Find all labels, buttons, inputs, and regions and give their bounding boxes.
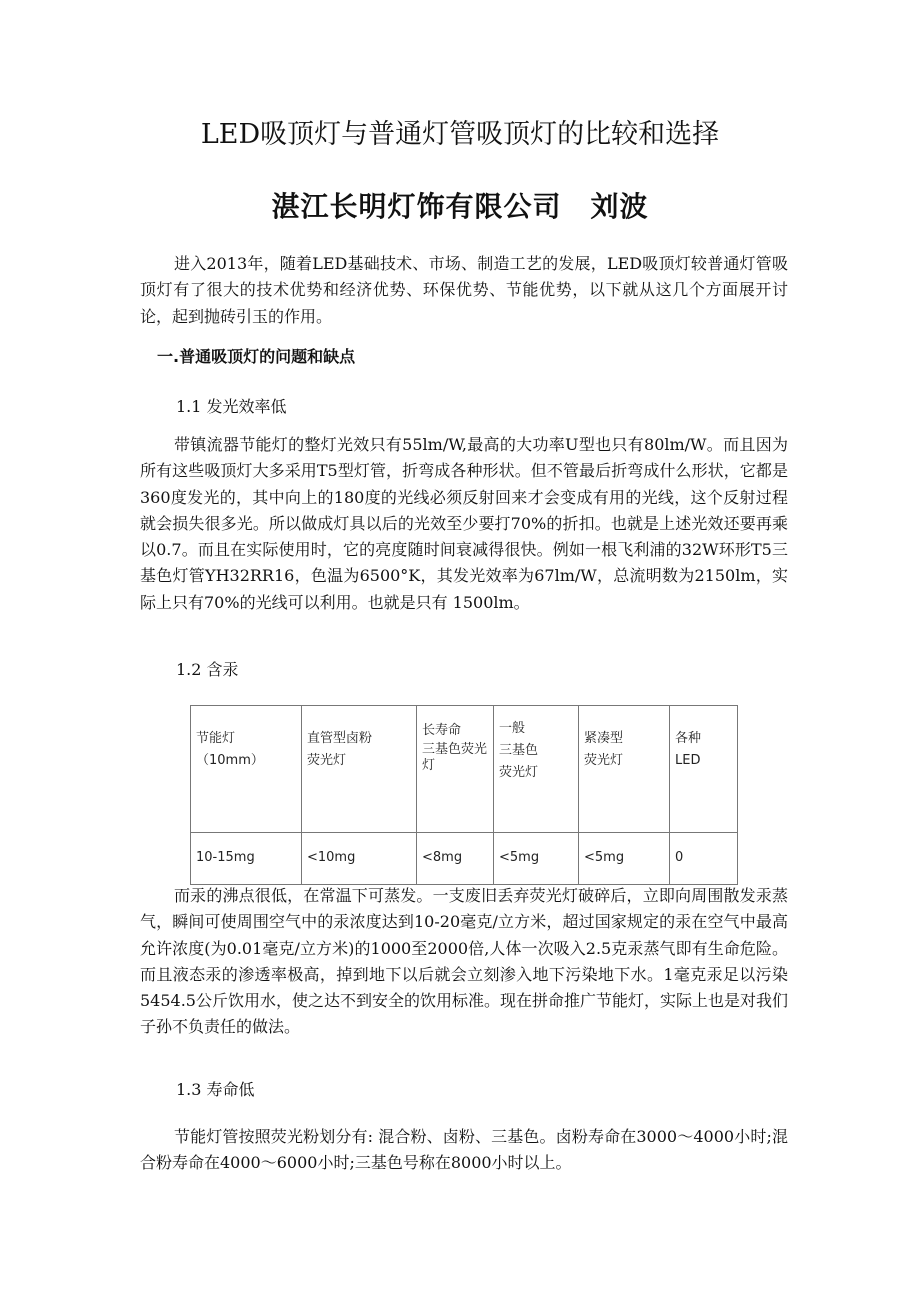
subsection-text-1-3: 节能灯管按照荧光粉划分有: 混合粉、卤粉、三基色。卤粉寿命在3000～4000小时;混合粉寿命在4000～6000小时;三基色号称在8000小时以上。 xyxy=(140,1127,788,1173)
table-cell: <8mg xyxy=(417,833,494,885)
table-cell: <10mg xyxy=(302,833,417,885)
subsection-title-1-3: 1.3 寿命低 xyxy=(176,1080,255,1099)
table-header-cell: 节能灯 （10mm） xyxy=(191,706,302,833)
table-header-cell: 一般 三基色 荧光灯 xyxy=(494,706,579,833)
table-header-cell: 各种 LED xyxy=(670,706,738,833)
table-cell: 10-15mg xyxy=(191,833,302,885)
subsection-text-1-1: 带镇流器节能灯的整灯光效只有55lm/W,最高的大功率U型也只有80lm/W。而且因为所有这些吸顶灯大多采用T5型灯管，折弯成各种形状。但不管最后折弯成什么形状，它都是360度发光的，其中向上的180度的光线必须反射回来才会变成有用的光线，这个反射过程就会损失很多光。所以做成灯具以后的光效至少要打70%的折扣。也就是上述光效还要再乘以0.7。而且在实际使用时，它的亮度随时间衰减得很快。例如一根飞利浦的32W环形T5三基色灯管YH32RR16，色温为6500°K，其发光效率为67lm/W，总流明数为2150lm，实际上只有70%的光线可以利用。也就是只有 1500lm。 xyxy=(140,435,788,612)
table-header-cell: 直管型卤粉 荧光灯 xyxy=(302,706,417,833)
table-cell: <5mg xyxy=(579,833,670,885)
intro-paragraph: 进入2013年，随着LED基础技术、市场、制造工艺的发展，LED吸顶灯较普通灯管吸顶灯有了很大的技术优势和经济优势、环保优势、节能优势，以下就从这几个方面展开讨论，起到抛砖引玉的作用。 xyxy=(140,254,788,326)
table-header-row xyxy=(191,706,738,833)
author-line: 湛江长明灯饰有限公司 刘波 xyxy=(271,190,649,223)
table-header-cell: 紧凑型 荧光灯 xyxy=(579,706,670,833)
section-heading: 一.普通吸顶灯的问题和缺点 xyxy=(157,347,356,366)
table-cell: <5mg xyxy=(494,833,579,885)
subsection-title-1-2: 1.2 含汞 xyxy=(176,660,239,679)
table-row xyxy=(191,833,738,885)
mercury-content-table xyxy=(190,705,738,885)
table-header-cell: 长寿命 三基色荧光灯 xyxy=(417,706,494,833)
table-cell: 0 xyxy=(670,833,738,885)
document-title: LED吸顶灯与普通灯管吸顶灯的比较和选择 xyxy=(200,119,720,150)
subsection-text-1-2: 而汞的沸点很低，在常温下可蒸发。一支废旧丢弃荧光灯破碎后，立即向周围散发汞蒸气，瞬间可使周围空气中的汞浓度达到10-20毫克/立方米，超过国家规定的汞在空气中最高允许浓度(为0.01毫克/立方米)的1000至2000倍,人体一次吸入2.5克汞蒸气即有生命危险。而且液态汞的渗透率极高，掉到地下以后就会立刻渗入地下污染地下水。1毫克汞足以污染5454.5公斤饮用水，使之达不到安全的饮用标准。现在拼命推广节能灯，实际上也是对我们子孙不负责任的做法。 xyxy=(140,886,788,1037)
subsection-title-1-1: 1.1 发光效率低 xyxy=(176,397,287,416)
